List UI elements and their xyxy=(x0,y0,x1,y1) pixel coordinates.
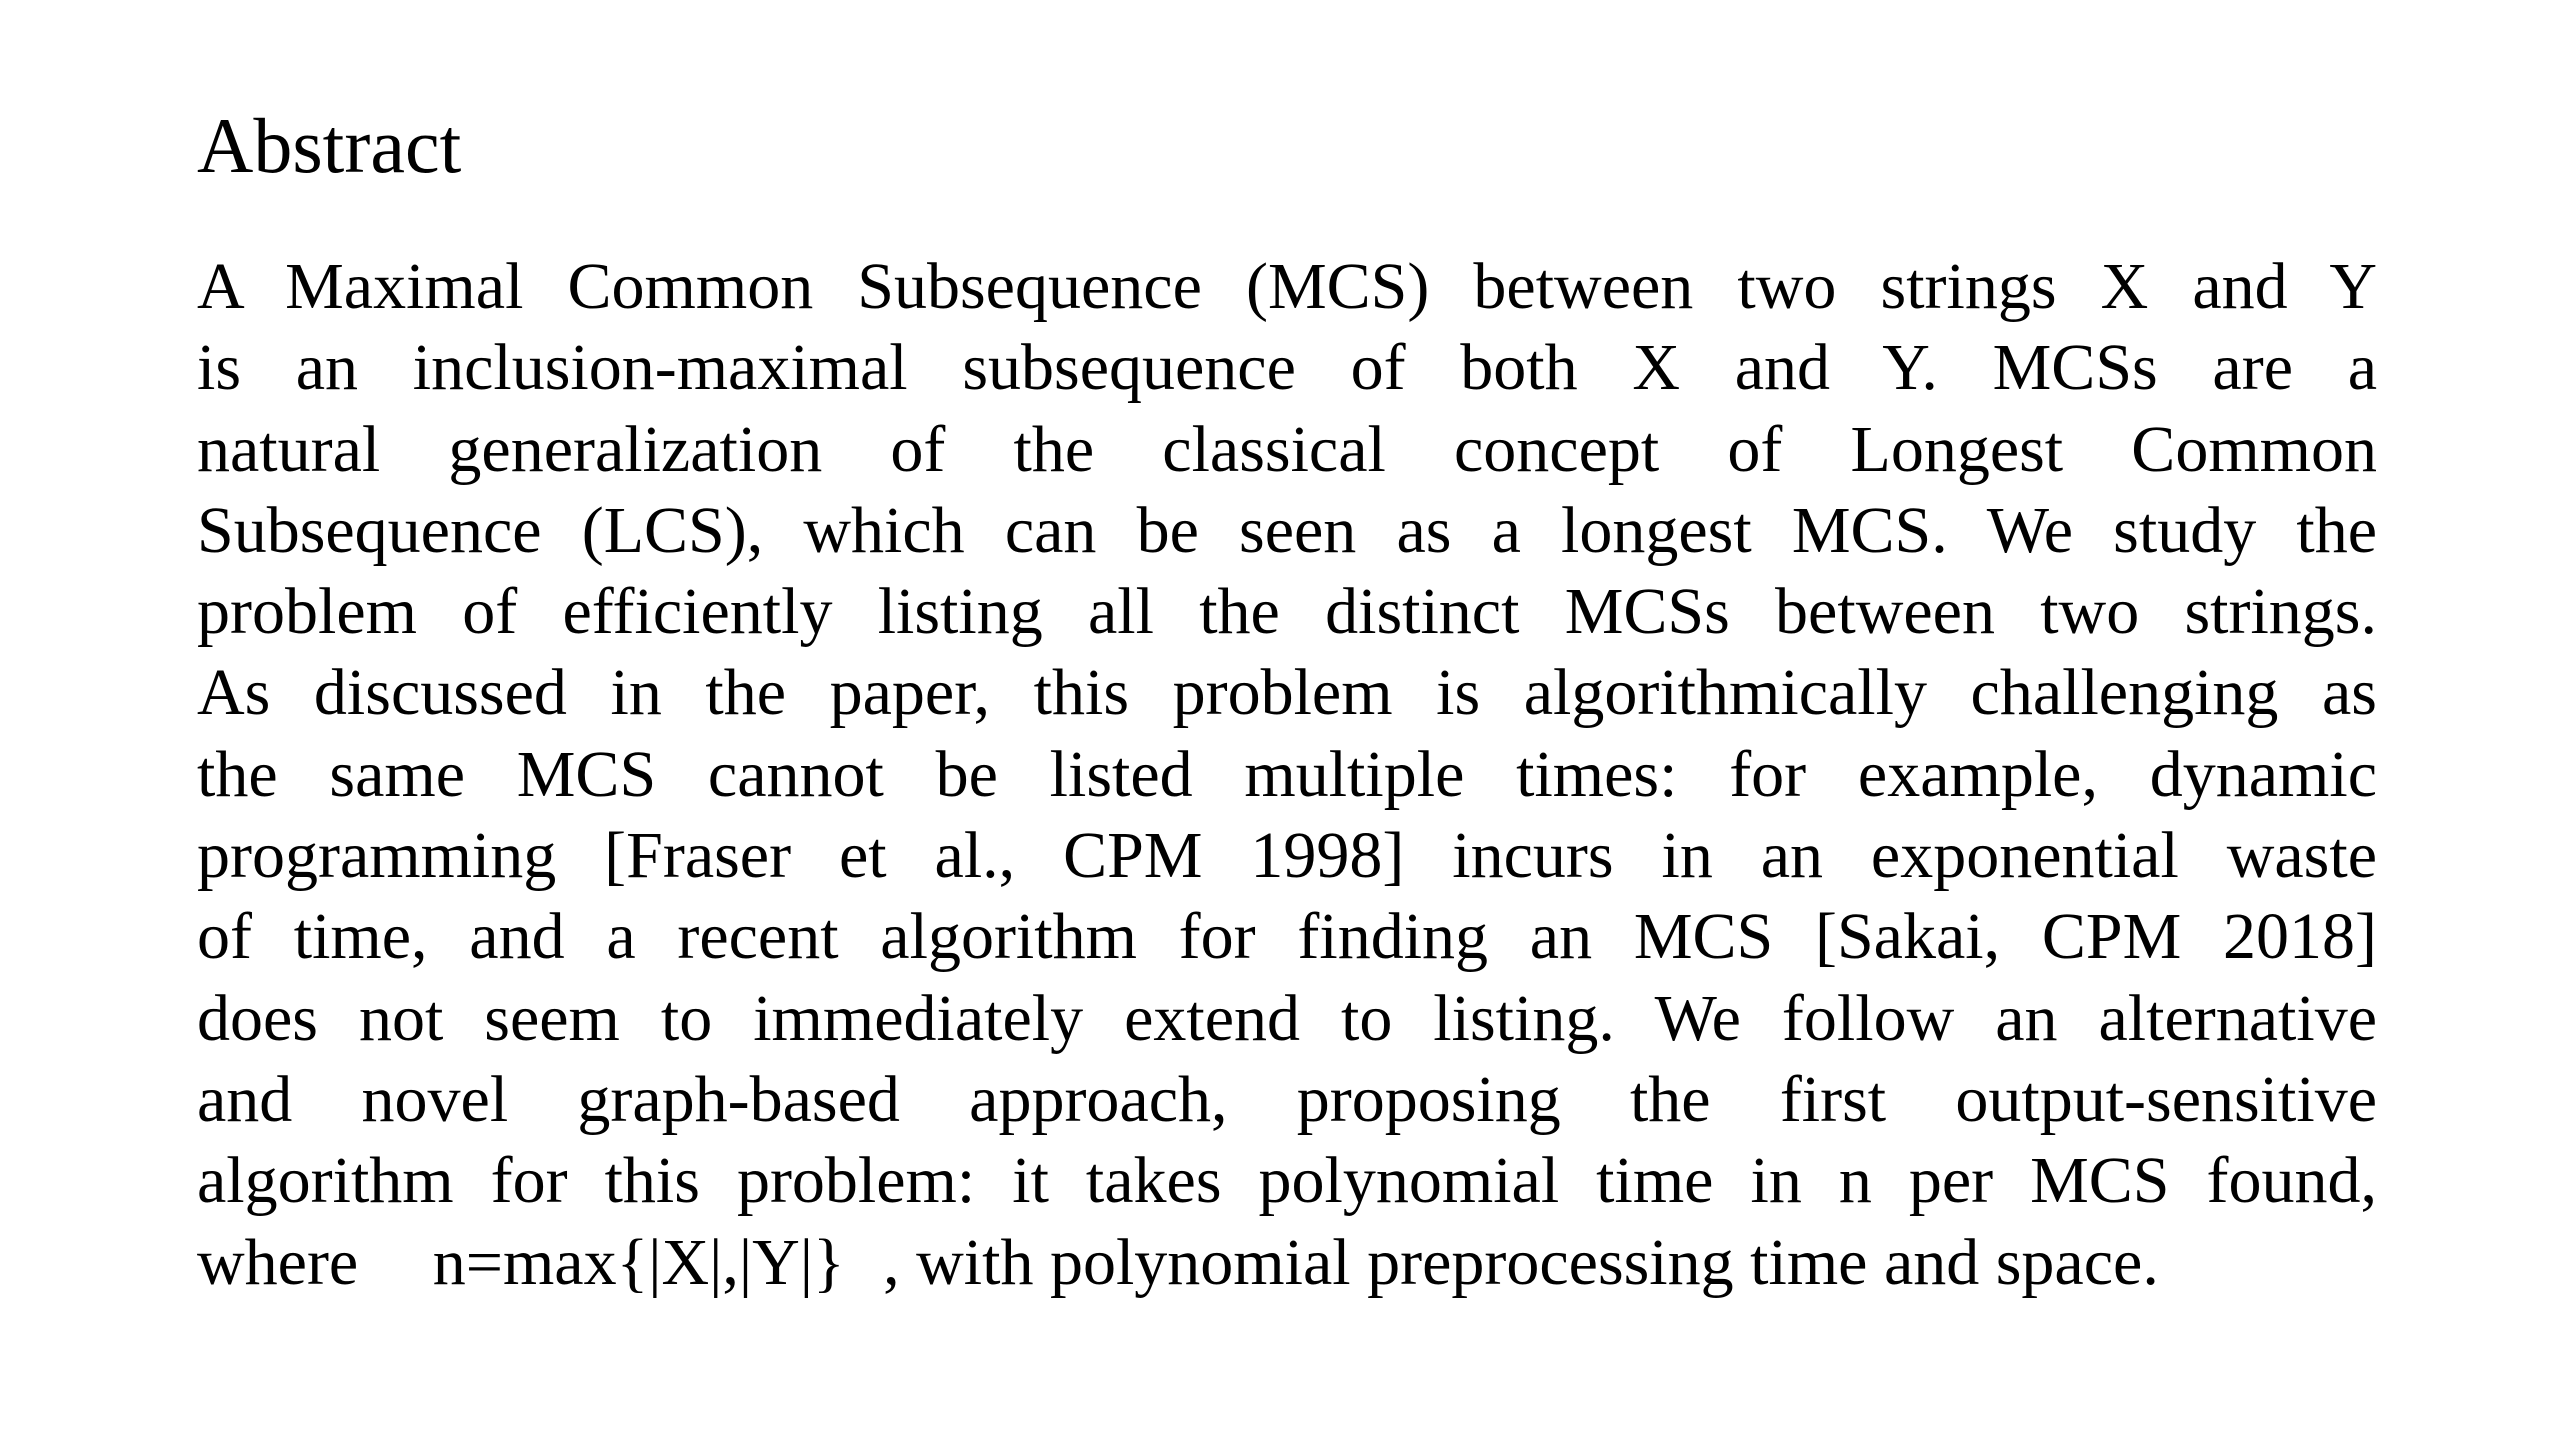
abstract-line: A Maximal Common Subsequence (MCS) between two strings X and Y xyxy=(197,250,2377,323)
abstract-line: natural generalization of the classical concept of Longest Common xyxy=(197,412,2377,486)
abstract-line: algorithm for this problem: it takes polynomial time in n per MCS found, xyxy=(197,1144,2377,1218)
abstract-line: As discussed in the paper, this problem is algorithmically challenging as xyxy=(197,656,2377,730)
abstract-formula: n=max{|X|,|Y|} xyxy=(432,1225,845,1299)
abstract-line: the same MCS cannot be listed multiple times: for example, dynamic xyxy=(197,737,2377,811)
abstract-heading: Abstract xyxy=(197,102,462,189)
abstract-final-line xyxy=(197,1222,2377,1303)
abstract-line: problem of efficiently listing all the distinct MCSs between two strings. xyxy=(197,575,2377,649)
abstract-line: programming [Fraser et al., CPM 1998] incurs in an exponential waste xyxy=(197,819,2377,893)
abstract-line: does not seem to immediately extend to listing. We follow an alternative xyxy=(197,981,2377,1055)
abstract-line: of time, and a recent algorithm for finding an MCS [Sakai, CPM 2018] xyxy=(197,900,2377,974)
abstract-body xyxy=(197,246,2377,1303)
abstract-line: Subsequence (LCS), which can be seen as a longest MCS. We study the xyxy=(197,493,2377,567)
abstract-final-prefix: where xyxy=(197,1225,359,1299)
abstract-line: and novel graph-based approach, proposing the first output-sensitive xyxy=(197,1062,2377,1136)
abstract-line: is an inclusion-maximal subsequence of both X and Y. MCSs are a xyxy=(197,331,2377,405)
abstract-final-suffix: , with polynomial preprocessing time and space. xyxy=(883,1225,2159,1299)
